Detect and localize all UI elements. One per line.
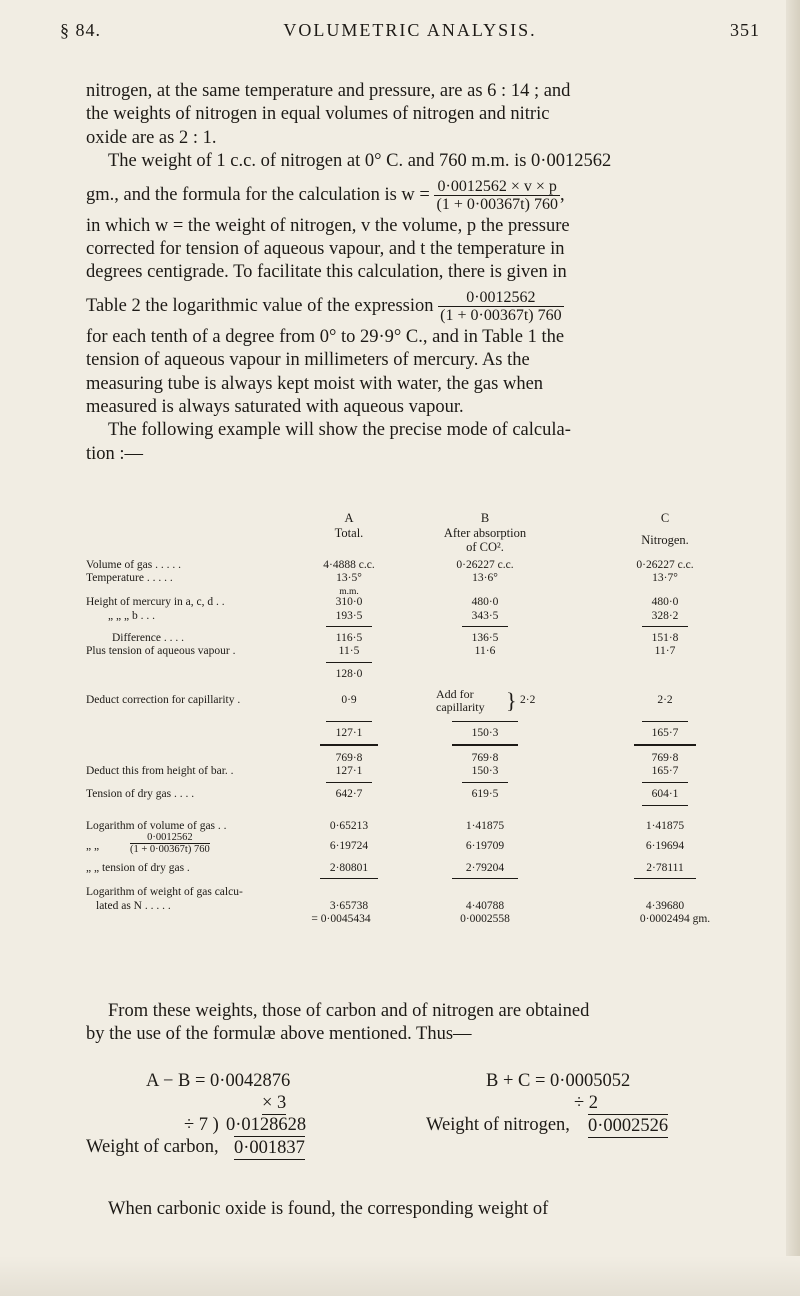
text-line: measured is always saturated with aqueous vapour. [86,397,464,418]
cell: 619·5 [471,788,499,800]
row-label: Volume of gas . . . . . [86,559,181,571]
cell: 116·5 [335,632,363,644]
calc-line: A − B = 0·0042876 [146,1071,291,1091]
table-row [86,886,758,900]
formula-denominator: (1 + 0·00367t) 760 [436,195,558,213]
analysis-table [86,512,758,990]
rule [326,782,372,783]
table-header-names-2 [86,541,758,555]
table-row [86,596,758,610]
cell: 6·19709 [465,840,505,852]
row-label: Deduct this from height of bar. . [86,765,234,777]
calc-line: ÷ 2 [574,1093,599,1113]
rule [326,721,372,722]
cell: 4·40788 [465,900,505,912]
cell: 0·9 [341,694,357,706]
formula-denominator: (1 + 0·00367t) 760 [440,306,562,324]
rule [326,662,372,663]
cell: 127·1 [335,765,363,777]
table-row [86,727,758,741]
cell: 0·26227 c.c. [456,559,514,571]
calc-line: Weight of nitrogen, [426,1115,570,1135]
rule [634,878,696,879]
cell: 0·0002558 [460,913,510,925]
cell: 13·6° [472,572,498,584]
fraction-numerator: 0·0012562 [130,832,210,844]
rule [642,721,688,722]
cell: 13·5° [336,572,362,584]
row-label: Plus tension of aqueous vapour . [86,645,236,657]
cell: 150·3 [471,727,499,739]
brace: } [506,688,517,713]
column-header: After absorption [443,526,527,540]
formula-line-1 [86,178,758,213]
rule [462,626,508,627]
page-edge [786,0,800,1296]
table-row [86,632,758,646]
cell: 480·0 [471,596,499,608]
note-line: Add for [436,687,474,701]
cell: 0·26227 c.c. [636,559,694,571]
text-line: Table 2 the logarithmic value of the expression [86,295,434,316]
cell: 150·3 [471,765,499,777]
cell: 343·5 [471,610,499,622]
calc-line: × 3 [262,1093,287,1113]
rule [320,744,378,746]
rule [452,721,518,722]
cell: 128·0 [335,668,363,680]
cell: 127·1 [335,727,363,739]
cell: 13·7° [652,572,678,584]
cell: 2·79204 [465,862,505,874]
unit-label: m.m. [339,587,359,597]
text-line: for each tenth of a degree from 0° to 29·9° C., and in Table 1 the [86,326,565,347]
text-line: corrected for tension of aqueous vapour, and t the temperature in [86,239,565,260]
column-header: Nitrogen. [641,533,689,547]
text-line: The weight of 1 c.c. of nitrogen at 0° C. and 760 m.m. is 0·0012562 [108,151,612,172]
text-line: degrees centigrade. To facilitate this calculation, there is given in [86,262,567,283]
running-header [60,20,760,50]
table-row [86,765,758,779]
text-line: nitrogen, at the same temperature and pressure, are as 6 : 14 ; and [86,81,571,101]
cell: 2·2 [520,694,536,706]
table-row [86,900,758,914]
page-number: 351 [730,20,760,40]
formula-numerator: 0·0012562 [438,289,563,307]
paragraph-2 [86,1000,758,1047]
table-header-letters [86,512,758,526]
cell: 4·4888 c.c. [323,559,375,571]
section-number: § 84. [60,20,101,40]
text-line: When carbonic oxide is found, the corresponding weight of [108,1199,549,1219]
cell: 642·7 [335,788,363,800]
row-label: Logarithm of volume of gas . . [86,820,227,832]
table-row [86,913,758,927]
rule [452,744,518,746]
cell: 165·7 [651,765,679,777]
paragraph-1 [86,80,758,466]
row-label: lated as N . . . . . [96,900,171,912]
cell: = 0·0045434 [311,913,371,925]
column-header: of CO². [466,540,504,554]
text-line: The following example will show the precise mode of calcula- [108,420,571,441]
text-line: From these weights, those of carbon and of nitrogen are obtained [108,1001,590,1021]
text-line: the weights of nitrogen in equal volumes of nitrogen and nitric [86,104,550,125]
text-line: by the use of the formulæ above mentioned. Thus— [86,1024,472,1045]
table-row [86,862,758,876]
table-row [86,752,758,766]
cell: 165·7 [651,727,679,739]
rule [320,878,378,879]
cell: 769·8 [651,752,679,764]
row-label: „ „ „ b . . . [108,610,155,622]
cell: 193·5 [335,610,363,622]
cell: 11·5 [338,645,360,657]
cell: 11·7 [654,645,676,657]
cell: 11·6 [474,645,496,657]
rule [642,805,688,806]
row-label: Logarithm of weight of gas calcu- [86,886,243,898]
cell: 328·2 [651,610,679,622]
rule [452,878,518,879]
cell: 310·0 [335,596,363,608]
table-row [86,610,758,624]
text-line: tension of aqueous vapour in millimeters of mercury. As the [86,350,530,371]
page-bottom-shadow [0,1256,800,1296]
cell: 6·19694 [645,840,685,852]
row-label: Tension of dry gas . . . . [86,788,195,800]
expression-fraction [130,832,210,855]
table-row [86,832,758,860]
calc-line: ÷ 7 ) [184,1115,219,1135]
cell: 769·8 [471,752,499,764]
text-line: oxide are as 2 : 1. [86,127,217,148]
cell: 2·78111 [646,862,684,874]
row-label: „ „ [86,840,100,852]
table-row [86,559,758,573]
formula-expression [438,289,563,324]
nitrogen-weight: 0·0002526 [588,1116,669,1136]
cell: 151·8 [651,632,679,644]
cell: 769·8 [335,752,363,764]
row-label: Height of mercury in a, c, d . . [86,596,225,608]
cell: 604·1 [651,788,679,800]
punctuation: , [559,184,565,205]
rule [642,782,688,783]
formula-numerator: 0·0012562 × v × p [434,178,559,196]
cell: 1·41875 [465,820,505,832]
text-line: measuring tube is always kept moist with water, the gas when [86,373,544,394]
cell: 3·65738 [329,900,369,912]
rule [326,626,372,627]
column-letter: B [480,511,490,525]
table-row [86,668,758,682]
fraction-denominator: (1 + 0·00367t) 760 [130,844,210,855]
column-header: Total. [334,526,364,540]
text-line: in which w = the weight of nitrogen, v the volume, p the pressure [86,215,570,236]
rule [642,626,688,627]
cell: 2·80801 [329,862,369,874]
formula-weight [434,178,559,213]
calc-line: Weight of carbon, [86,1137,219,1157]
cell: 4·39680 [645,900,685,912]
text-line: tion :— [86,443,144,464]
table-row [86,645,758,659]
row-label: Temperature . . . . . [86,572,173,584]
calc-line: 0·0128628 [226,1115,307,1135]
row-label: Deduct correction for capillarity . [86,694,241,706]
rule [634,744,696,746]
cell: 136·5 [471,632,499,644]
carbon-weight: 0·001837 [234,1138,305,1158]
table-row [86,572,758,586]
cell: 0·65213 [329,820,369,832]
footer-paragraph [86,1198,758,1221]
table-row [86,688,758,716]
formula-line-2 [86,289,758,324]
row-label: Difference . . . . [112,632,184,644]
calc-line: B + C = 0·0005052 [486,1071,631,1091]
running-title: VOLUMETRIC ANALYSIS. [283,20,537,40]
row-label: „ „ tension of dry gas . [86,862,190,874]
cell: 0·0002494 gm. [639,913,711,925]
text-line: gm., and the formula for the calculation is w = [86,184,430,205]
column-letter: C [660,511,670,525]
cell: 2·2 [657,694,673,706]
cell: 6·19724 [329,840,369,852]
add-capillarity-note [436,688,485,714]
rule [462,782,508,783]
column-letter: A [344,511,354,525]
note-line: capillarity [436,700,485,714]
cell: 480·0 [651,596,679,608]
cell: 1·41875 [645,820,685,832]
table-row [86,788,758,802]
